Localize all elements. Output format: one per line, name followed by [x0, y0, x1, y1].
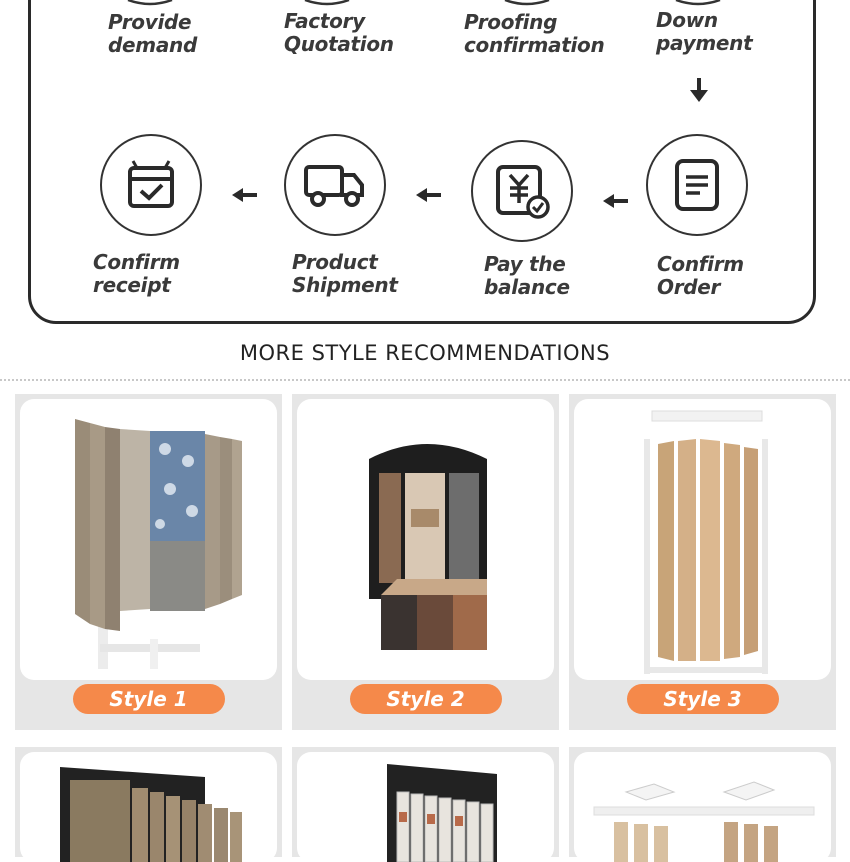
style-label-badge[interactable]: Style 2	[350, 684, 502, 714]
step-product-shipment-label: Product Shipment	[292, 250, 398, 297]
step-factory-quotation-label: Factory Quotation	[284, 9, 394, 56]
black-frame-rack-image	[20, 752, 277, 862]
confirm-order-circle	[646, 134, 748, 236]
step-down-payment-label: Down payment	[656, 8, 753, 55]
style-label-badge[interactable]: Style 1	[73, 684, 225, 714]
product-card-style-4[interactable]	[15, 747, 282, 857]
box-check-icon	[123, 157, 179, 213]
arrow-left-icon	[416, 188, 442, 202]
product-card-style-2[interactable]	[292, 394, 559, 730]
kiosk-display-image	[297, 399, 554, 680]
product-image-frame	[574, 752, 831, 862]
arrow-left-icon	[603, 194, 629, 208]
pay-balance-circle	[471, 140, 573, 242]
product-image-frame	[20, 752, 277, 862]
product-image-frame	[297, 752, 554, 862]
section-divider	[0, 379, 850, 381]
product-shipment-circle	[284, 134, 386, 236]
arrow-down-icon	[689, 78, 709, 104]
sliding-panel-rack-image	[574, 399, 831, 680]
top-row-icon-remnants	[0, 0, 850, 10]
document-icon	[669, 157, 725, 213]
product-image-frame	[20, 399, 277, 680]
showroom-display-image	[574, 752, 831, 862]
product-card-style-5[interactable]	[292, 747, 559, 857]
arrow-left-icon	[232, 188, 258, 202]
style-label-badge[interactable]: Style 3	[627, 684, 779, 714]
confirm-receipt-circle	[100, 134, 202, 236]
step-provide-demand-label: Provide demand	[108, 10, 197, 57]
product-card-style-6[interactable]	[569, 747, 836, 857]
step-pay-balance-label: Pay the balance	[484, 252, 570, 299]
section-title: MORE STYLE RECOMMENDATIONS	[239, 341, 611, 365]
step-confirm-receipt-label: Confirm receipt	[93, 250, 180, 297]
step-confirm-order-label: Confirm Order	[657, 252, 744, 299]
swing-panel-rack-image	[297, 752, 554, 862]
truck-icon	[302, 157, 368, 213]
product-image-frame	[574, 399, 831, 680]
step-proofing-confirmation-label: Proofing confirmation	[464, 10, 605, 57]
product-card-style-1[interactable]	[15, 394, 282, 730]
product-image-frame	[297, 399, 554, 680]
product-card-style-3[interactable]	[569, 394, 836, 730]
yen-payment-icon	[492, 161, 552, 221]
tile-rack-display-image	[20, 399, 277, 680]
